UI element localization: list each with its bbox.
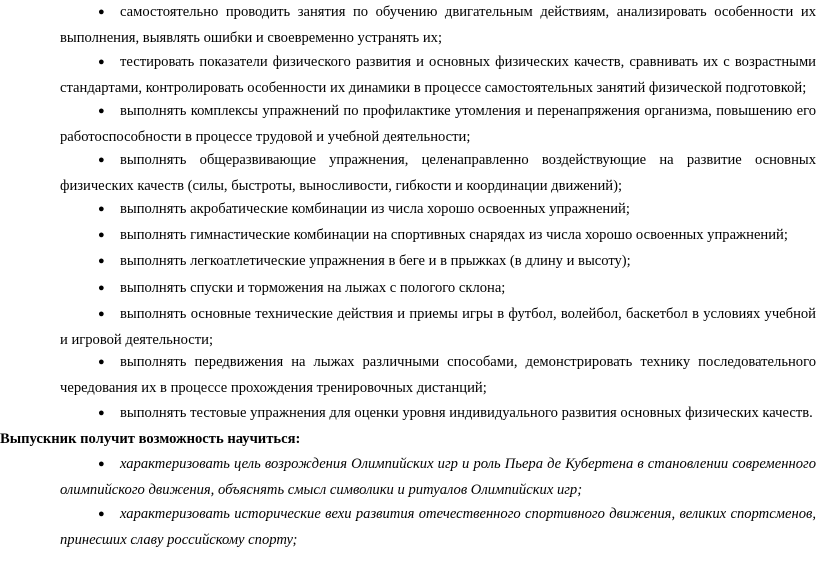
list-item-text: выполнять основные технические действия и приемы игры в футбол, волейбол, баскетбол в условиях учебной и игровой деятельности; (60, 306, 816, 348)
list-item (60, 302, 816, 353)
list-item-text: выполнять гимнастические комбинации на спортивных снарядах из числа хорошо освоенных упражнений; (120, 227, 788, 243)
bullet-icon: ● (98, 154, 105, 166)
list-item-text: характеризовать исторические вехи развития отечественного спортивного движения, великих спортсменов, принесших славу российскому спорту; (60, 506, 816, 548)
bullet-icon: ● (98, 282, 105, 294)
list-item (60, 99, 816, 150)
list-item (60, 452, 816, 503)
bullet-icon: ● (98, 508, 105, 520)
list-item-text: выполнять акробатические комбинации из числа хорошо освоенных упражнений; (120, 201, 630, 217)
list-item-text: выполнять комплексы упражнений по профилактике утомления и перенапряжения организма, повышению его работоспособности в процессе трудовой и учебной деятельности; (60, 103, 816, 145)
list-item (60, 249, 816, 275)
bullet-icon: ● (98, 56, 105, 68)
list-item (60, 197, 816, 223)
list-item (60, 148, 816, 199)
list-item (60, 223, 816, 249)
list-item-text: выполнять тестовые упражнения для оценки уровня индивидуального развития основных физических качеств. (120, 405, 813, 421)
bullet-icon: ● (98, 356, 105, 368)
bullet-icon: ● (98, 407, 105, 419)
list-item (60, 0, 816, 51)
section-heading: Выпускник получит возможность научиться: (0, 431, 301, 447)
list-item-text: характеризовать цель возрождения Олимпийских игр и роль Пьера де Кубертена в становлении современного олимпийского движения, объяснять смысл символики и ритуалов Олимпийских игр; (60, 456, 816, 498)
list-item (60, 50, 816, 101)
list-item-text: самостоятельно проводить занятия по обучению двигательным действиям, анализировать особенности их выполнения, выявлять ошибки и своевременно устранять их; (60, 4, 816, 46)
list-item-text: выполнять спуски и торможения на лыжах с пологого склона; (120, 280, 506, 296)
bullet-icon: ● (98, 255, 105, 267)
bullet-icon: ● (98, 203, 105, 215)
bullet-icon: ● (98, 458, 105, 470)
bullet-icon: ● (98, 6, 105, 18)
list-item (60, 350, 816, 401)
list-item-text: тестировать показатели физического развития и основных физических качеств, сравнивать их с возрастными стандартами, контролировать особенности их динамики в процессе самостоятельных занятий физической подготовкой; (60, 54, 816, 96)
bullet-icon: ● (98, 105, 105, 117)
bullet-icon: ● (98, 229, 105, 241)
list-item (60, 502, 816, 553)
list-item-text: выполнять передвижения на лыжах различными способами, демонстрировать технику последовательного чередования их в процессе прохождения тренировочных дистанций; (60, 354, 816, 396)
list-item-text: выполнять легкоатлетические упражнения в беге и в прыжках (в длину и высоту); (120, 253, 631, 269)
bullet-icon: ● (98, 308, 105, 320)
list-item-text: выполнять общеразвивающие упражнения, целенаправленно воздействующие на развитие основных физических качеств (силы, быстроты, выносливости, гибкости и координации движений); (60, 152, 816, 194)
list-item (60, 276, 816, 302)
list-item (60, 401, 816, 427)
